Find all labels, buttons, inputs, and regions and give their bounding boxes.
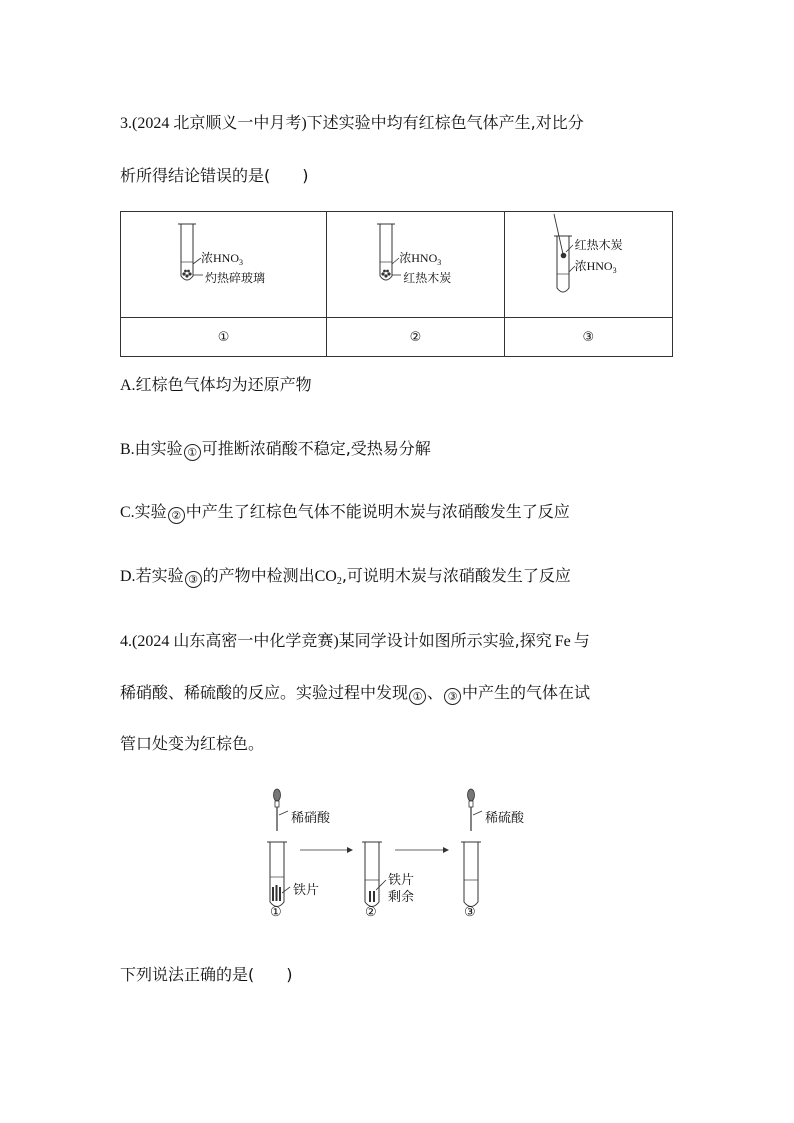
q4-question: 下列说法正确的是( ) [120, 965, 293, 984]
experiment-cell-1 [121, 212, 327, 318]
option-b-circled-number: ① [184, 444, 201, 461]
exp1-label-top: 浓$HNO_3$ [201, 251, 243, 267]
q4-source: 4.(2024 山东高密一中化学竞赛) [120, 633, 339, 650]
exp2-label-top: 浓$HNO_3$ [399, 251, 442, 267]
option-d[interactable] [120, 563, 571, 588]
figure-number-3: ③ [464, 904, 476, 919]
figure-number-1: ① [270, 904, 282, 919]
experiment-number-1: ① [121, 318, 327, 357]
label-remaining: 剩余 [388, 889, 415, 904]
option-d-circled-number: ③ [185, 571, 202, 588]
option-a-text: 红棕色气体均为还原产物 [135, 375, 312, 394]
q4-line2-sep: 、 [427, 683, 444, 702]
figure-number-2: ② [365, 904, 377, 919]
q4-stem-tail: 与 [573, 631, 590, 650]
option-c-letter: C. [120, 504, 135, 521]
option-c-text-pre: 实验 [134, 502, 167, 521]
option-a[interactable] [120, 372, 312, 395]
label-dilute-sulfuric-acid: 稀硫酸 [485, 810, 525, 825]
option-b[interactable] [120, 436, 431, 461]
exp1-label-bottom: 灼热碎玻璃 [205, 271, 266, 285]
q4-stem-text: 某同学设计如图所示实验,探究 [338, 631, 552, 650]
exp3-label-bottom: 浓$HNO_3$ [574, 259, 617, 275]
option-c-text-post: 中产生了红棕色气体不能说明木炭与浓硝酸发生了反应 [185, 502, 570, 521]
q4-stem-line3: 管口处变为红棕色。 [120, 734, 265, 753]
option-c-circled-number: ② [168, 507, 185, 524]
q4-figure [255, 785, 555, 920]
q4-line2-pre: 稀硝酸、稀硫酸的反应。实验过程中发现 [120, 683, 409, 702]
experiment-number-3: ③ [504, 318, 672, 357]
option-d-text-mid: 的产物中检测出 [202, 566, 315, 585]
q4-line2-post: 中产生的气体在试 [462, 683, 591, 702]
experiment-table [120, 211, 673, 357]
q4-stem-line2 [120, 680, 590, 705]
q3-stem-line1 [120, 110, 584, 133]
option-a-letter: A. [120, 377, 136, 394]
experiment-cell-3 [504, 212, 672, 318]
experiment-cell-2 [327, 212, 504, 318]
q4-circled-3: ③ [444, 688, 461, 705]
q4-stem-line1 [120, 628, 590, 651]
q3-stem-text: 下述实验中均有红棕色气体产生,对比分 [306, 113, 584, 132]
label-iron-strip-2: 铁片 [388, 872, 415, 887]
exp2-label-bottom: 红热木炭 [403, 271, 452, 285]
option-d-letter: D. [120, 568, 136, 585]
option-b-letter: B. [120, 441, 135, 458]
option-b-text-post: 可推断浓硝酸不稳定,受热易分解 [201, 439, 431, 458]
label-iron-strip-1: 铁片 [293, 882, 320, 897]
q3-stem-line2: 析所得结论错误的是( ) [120, 166, 309, 185]
q4-circled-1: ① [409, 688, 426, 705]
q3-source: 3.(2024 北京顺义一中月考) [120, 115, 307, 132]
experiment-number-2: ② [327, 318, 504, 357]
option-b-text-pre: 由实验 [134, 439, 183, 458]
exp3-label-top: 红热木炭 [574, 238, 623, 252]
label-dilute-nitric-acid: 稀硝酸 [291, 810, 331, 825]
option-d-co2: $CO_2$ [314, 568, 342, 587]
q4-fe: Fe [554, 633, 571, 650]
option-d-text-pre: 若实验 [135, 566, 184, 585]
option-d-text-post: ,可说明木炭与浓硝酸发生了反应 [341, 566, 571, 585]
option-c[interactable] [120, 499, 570, 524]
